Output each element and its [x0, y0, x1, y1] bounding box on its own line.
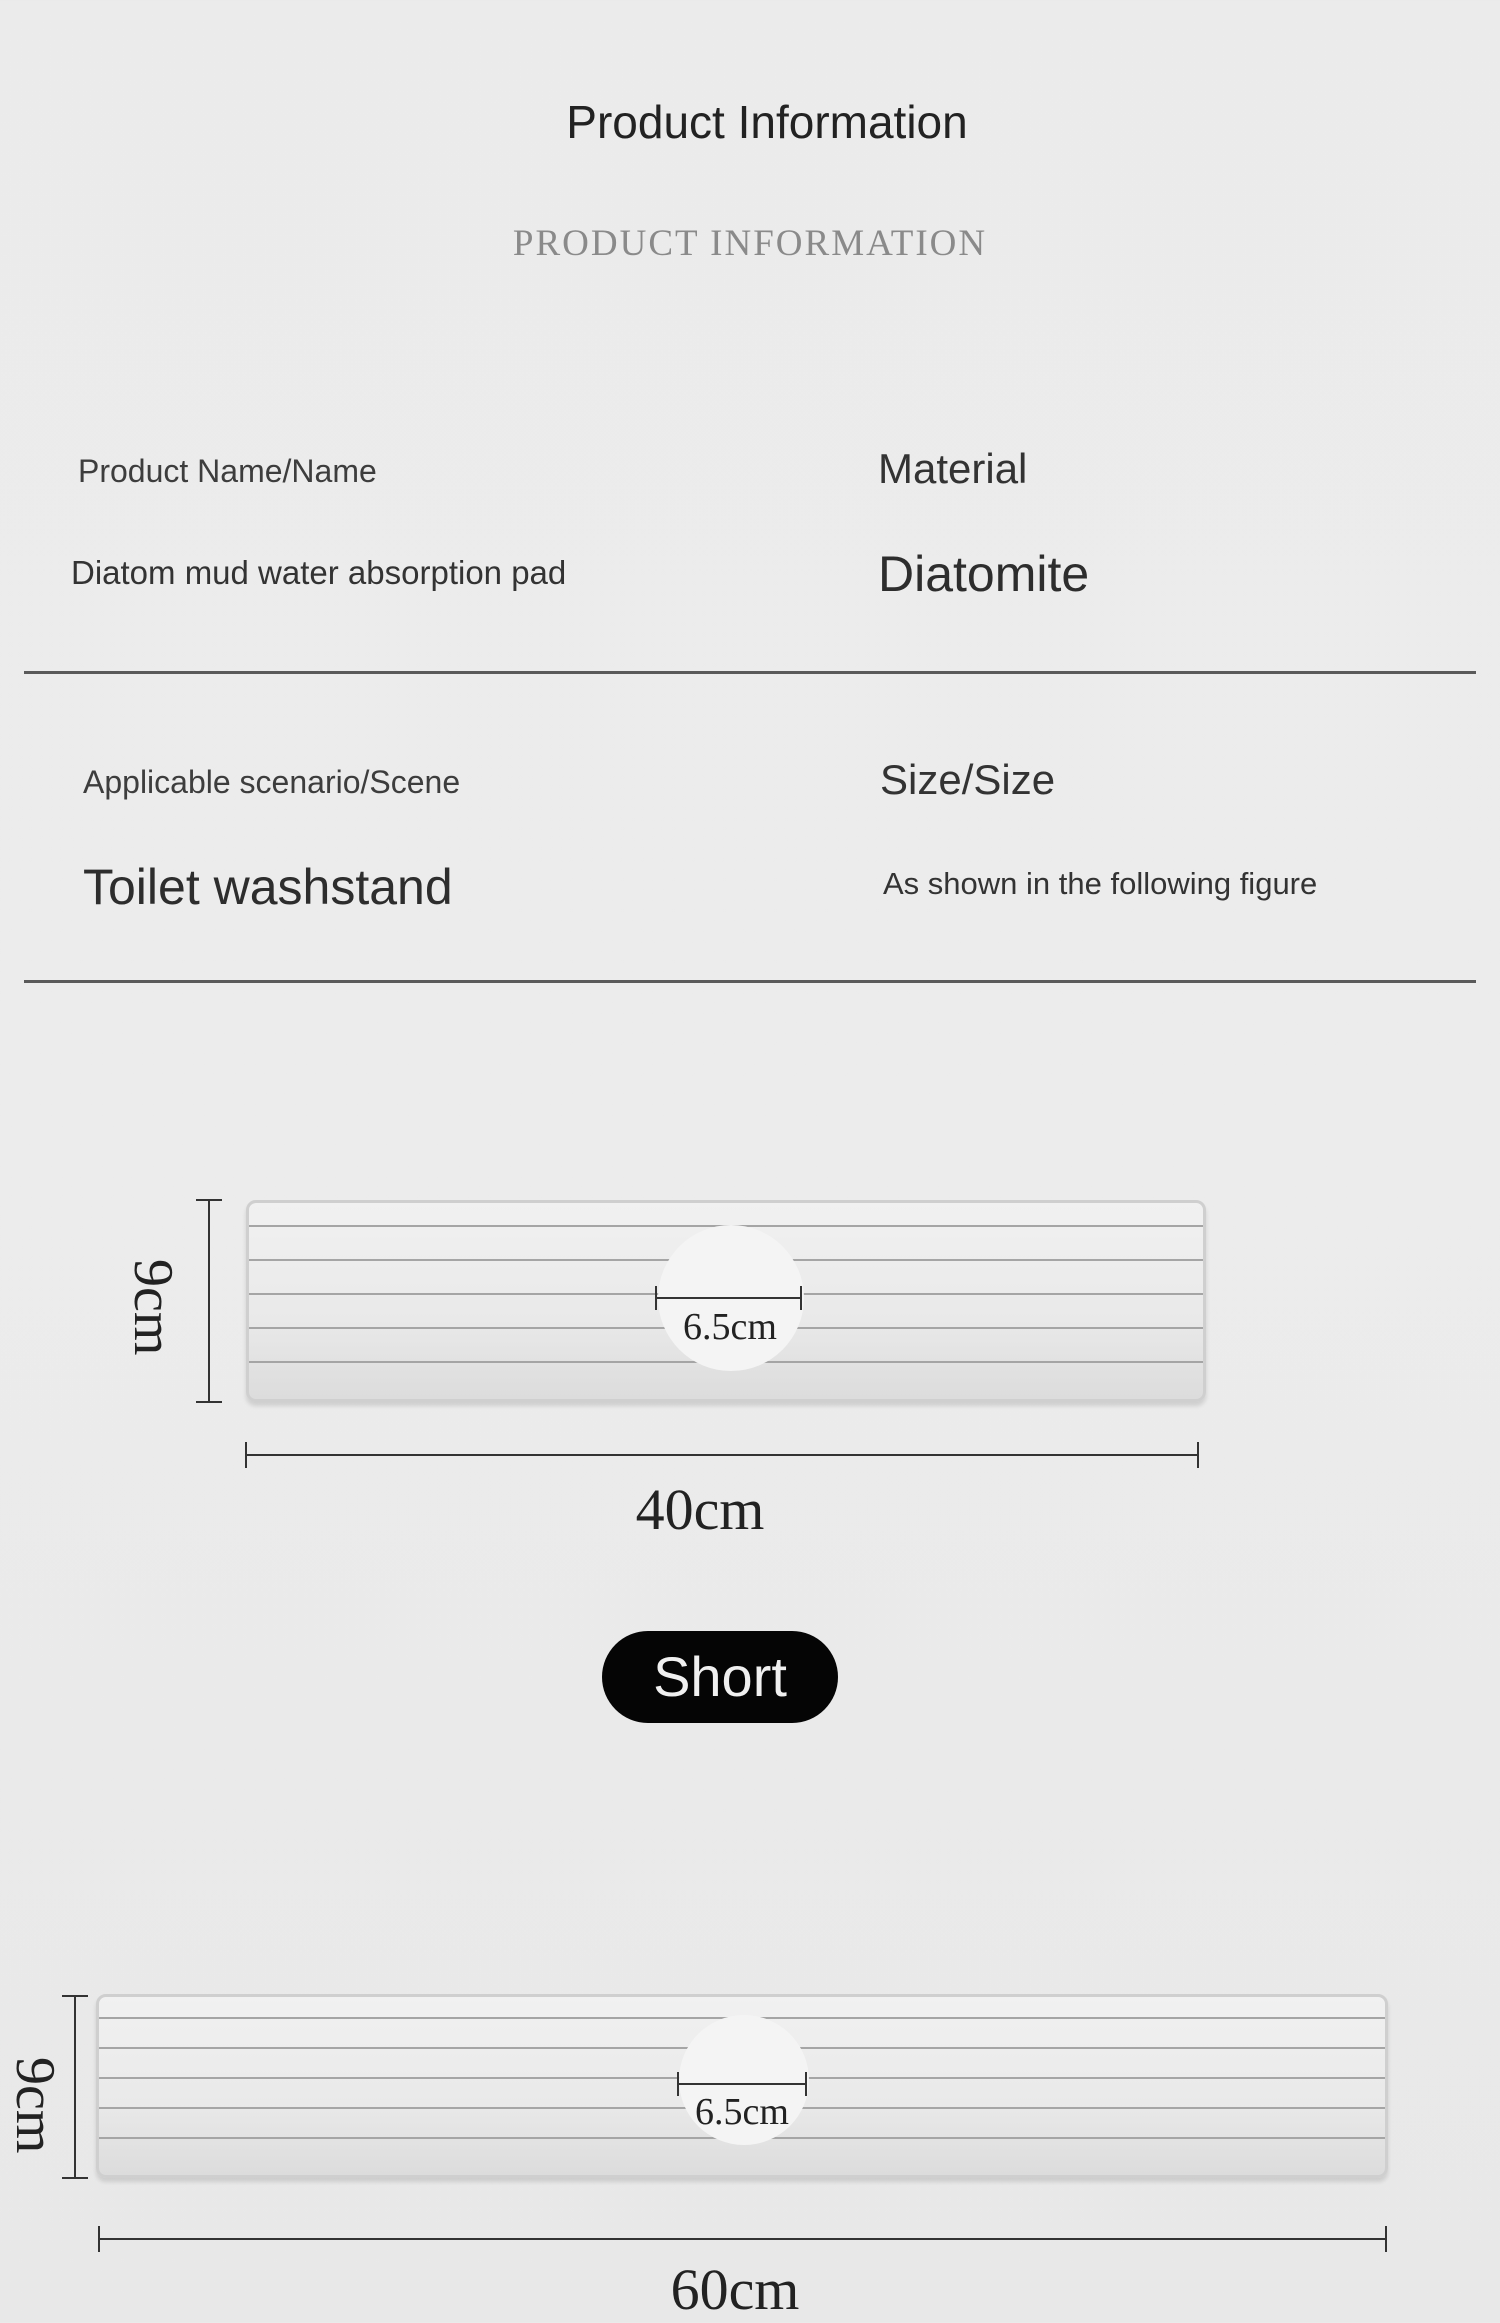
- page-subtitle: PRODUCT INFORMATION: [512, 223, 988, 264]
- long-pad-diagram: [0, 1992, 1500, 2322]
- height-dimension-line: [74, 1995, 76, 2177]
- long-pad-image: [96, 1994, 1388, 2178]
- height-label: 9cm: [4, 2057, 66, 2154]
- dimension-tick: [1385, 2226, 1387, 2252]
- size-value: As shown in the following figure: [883, 866, 1318, 901]
- dimension-tick: [196, 1401, 222, 1403]
- dimension-tick: [62, 2177, 88, 2179]
- material-label: Material: [878, 445, 1028, 492]
- scene-value: Toilet washstand: [83, 859, 453, 915]
- short-pad-diagram: [0, 1198, 1500, 1542]
- hole-label: 6.5cm: [683, 1306, 777, 1348]
- length-label: 40cm: [635, 1477, 765, 1542]
- page-title: Product Information: [566, 96, 968, 148]
- dimension-tick: [800, 1286, 802, 1310]
- divider-line: [24, 980, 1476, 983]
- hole-dimension-line: [678, 2083, 806, 2085]
- size-variant-badge: Short: [602, 1631, 838, 1723]
- divider-line: [24, 671, 1476, 674]
- height-label: 9cm: [122, 1259, 184, 1356]
- scene-label: Applicable scenario/Scene: [83, 764, 461, 800]
- length-dimension-line: [246, 1454, 1199, 1456]
- length-dimension-line: [99, 2238, 1386, 2240]
- length-label: 60cm: [670, 2257, 800, 2322]
- product-name-label: Product Name/Name: [78, 453, 377, 489]
- product-name-value: Diatom mud water absorption pad: [71, 554, 567, 591]
- height-dimension-line: [208, 1199, 210, 1401]
- short-pad-image: [246, 1200, 1206, 1402]
- hole-dimension-line: [656, 1297, 802, 1299]
- material-value: Diatomite: [878, 546, 1090, 602]
- hole-label: 6.5cm: [695, 2091, 789, 2133]
- dimension-tick: [1197, 1442, 1199, 1468]
- size-label: Size/Size: [880, 756, 1056, 803]
